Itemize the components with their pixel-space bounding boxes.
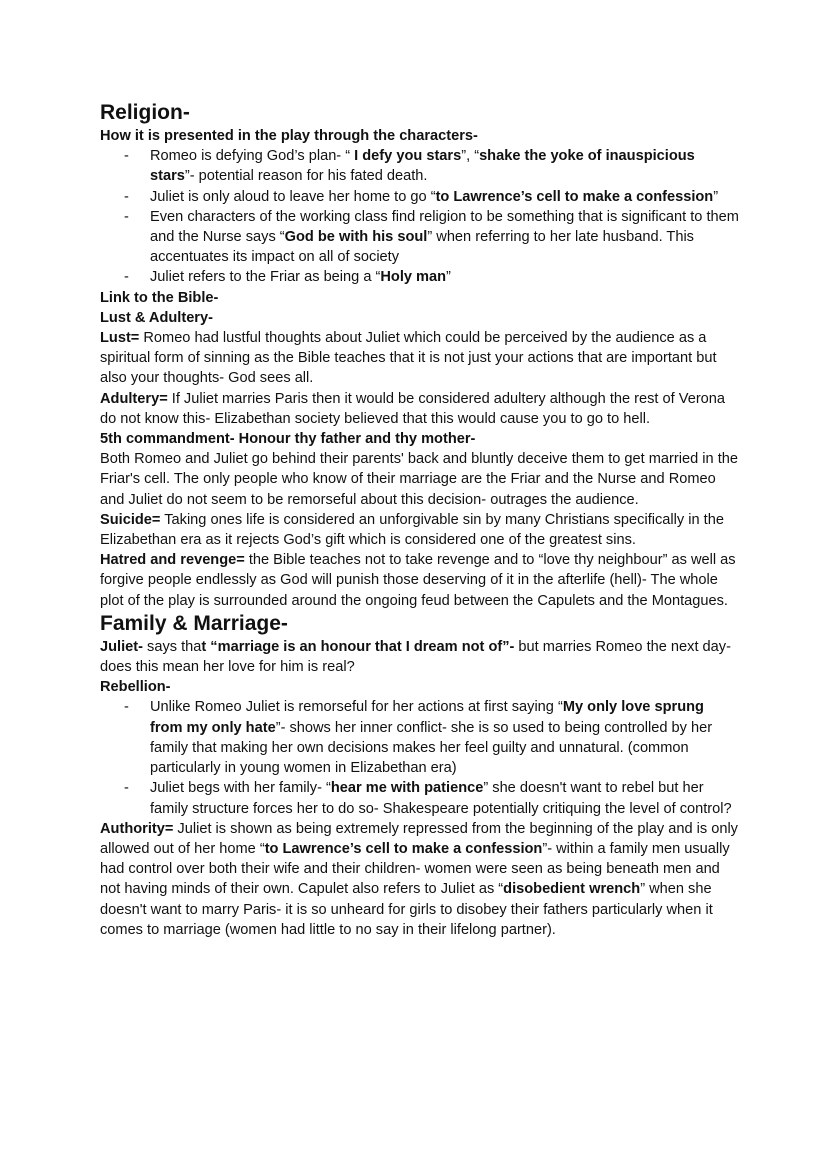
list-item-text xyxy=(150,780,732,816)
juliet-paragraph xyxy=(100,637,740,677)
characters-subheading: How it is presented in the play through the characters- xyxy=(100,128,478,144)
bold-run: to Lawrence’s cell to make a confession xyxy=(264,840,543,857)
text-run: Juliet is only aloud to leave her home to go “ xyxy=(150,188,436,205)
text-run: ” when she doesn't want to marry Paris- it is so unheard for girls to disobey their fathers particularly when it comes to marriage (women had little to no say in their lifelong partner). xyxy=(100,881,713,938)
bold-run: I defy you stars xyxy=(354,148,462,165)
lust-adultery-heading: Lust & Adultery- xyxy=(100,309,213,326)
authority-paragraph xyxy=(100,819,740,940)
text-run: Juliet is shown as being extremely repressed from the beginning of the play and is only allowed out of her home “ xyxy=(100,820,738,857)
adultery-text: If Juliet marries Paris then it would be considered adultery although the rest of Verona do not know this- Elizabethan society believed that this would cause you to go to hell. xyxy=(100,390,726,427)
hatred-label: Hatred and revenge= xyxy=(100,552,245,569)
list-item xyxy=(100,207,740,268)
text-run: Juliet refers to the Friar as being a “ xyxy=(150,269,381,286)
bold-run: to Lawrence’s cell to make a confession xyxy=(435,188,714,205)
dash-bullet: - xyxy=(124,780,129,797)
bold-run: Authority= xyxy=(100,820,174,837)
list-item xyxy=(100,146,740,186)
rebellion-heading: Rebellion- xyxy=(100,679,171,696)
text-run: ”- shows her inner conflict- she is so used to being controlled by her family that making her own decisions makes her feel guilty and unnatural. (common particularly in young women in Elizabethan era) xyxy=(150,719,713,777)
text-run: Juliet begs with her family- “ xyxy=(150,780,331,797)
lust-label: Lust= xyxy=(100,330,140,347)
text-run: Unlike Romeo Juliet is remorseful for her actions at first saying “ xyxy=(150,699,563,716)
bold-run: shake the yoke of inauspicious stars xyxy=(150,148,695,185)
text-run: ” xyxy=(446,269,451,286)
dash-bullet: - xyxy=(124,188,129,205)
text-run: says tha xyxy=(142,638,202,655)
text-run: Romeo is defying God’s plan- “ xyxy=(150,148,355,165)
list-item xyxy=(100,187,740,207)
list-item xyxy=(100,267,740,287)
text-run: ” she doesn't want to rebel but her family structure forces her to do so- Shakespeare potentially critiquing the level of control? xyxy=(150,780,732,817)
bold-run: disobedient wrench xyxy=(503,881,641,898)
text-run: ”- within a family men usually had control over both their wife and their children- women were seen as being beneath men and not having minds of their own. Capulet also refers to Juliet as “ xyxy=(100,840,730,898)
bible-link-heading: Link to the Bible- xyxy=(100,289,219,306)
list-item-text xyxy=(150,269,451,285)
text-run: ” xyxy=(713,188,719,205)
adultery-label: Adultery= xyxy=(100,390,168,407)
bold-run: My only love sprung from my only hate xyxy=(150,699,704,736)
dash-bullet: - xyxy=(124,269,129,286)
lust-paragraph xyxy=(100,328,740,389)
religion-heading: Religion- xyxy=(100,101,190,124)
text-run: ”- potential reason for his fated death. xyxy=(184,168,428,185)
bold-run: hear me with patience xyxy=(330,780,484,797)
commandment-paragraph: Both Romeo and Juliet go behind their parents' back and bluntly deceive them to get married in the Friar's cell. The only people who know of their marriage are the Friar and the Nurse and Romeo and Juliet do not seem to be remorseful about this decision- outrages the audience. xyxy=(100,451,738,508)
commandment-heading: 5th commandment- Honour thy father and thy mother- xyxy=(100,431,476,448)
suicide-label: Suicide= xyxy=(100,511,161,528)
hatred-text: the Bible teaches not to take revenge and to “love thy neighbour” as well as forgive people endlessly as God will punish those deserving of it in the afterlife (hell)- The whole plot of the play is surrounded around the ongoing feud between the Capulets and the Montagues. xyxy=(100,552,736,609)
list-item-text xyxy=(150,699,712,776)
dash-bullet: - xyxy=(124,699,129,716)
religion-bullet-list xyxy=(100,146,740,287)
document-page xyxy=(100,100,740,940)
hatred-paragraph xyxy=(100,550,740,611)
juliet-paragraph-text xyxy=(100,639,731,675)
bold-run: God be with his soul xyxy=(284,229,428,246)
text-run: Even characters of the working class find religion to be something that is significant to them and the Nurse says “ xyxy=(150,208,739,246)
rebellion-bullet-list xyxy=(100,697,740,818)
adultery-paragraph xyxy=(100,389,740,429)
bold-run: Juliet- xyxy=(100,638,143,655)
list-item xyxy=(100,697,740,778)
text-run: but marries Romeo the next day- does this mean her love for him is real? xyxy=(100,638,731,676)
text-run: ” when referring to her late husband. This accentuates its impact on all of society xyxy=(150,229,694,266)
list-item-text xyxy=(150,209,739,265)
bold-run: t “marriage is an honour that I dream not of”- xyxy=(201,638,515,655)
religion-section xyxy=(100,100,740,611)
dash-bullet: - xyxy=(124,148,129,165)
lust-text: Romeo had lustful thoughts about Juliet which could be perceived by the audience as a spiritual form of sinning as the Bible teaches that it is not just your actions that are important but also your thoughts- God sees all. xyxy=(100,330,717,387)
authority-paragraph-text xyxy=(100,821,738,938)
family-section xyxy=(100,611,740,940)
list-item-text xyxy=(150,189,718,205)
dash-bullet: - xyxy=(124,208,129,225)
bold-run: Holy man xyxy=(380,269,447,286)
list-item-text xyxy=(150,148,695,184)
suicide-text: Taking ones life is considered an unforgivable sin by many Christians specifically in the Elizabethan era as it rejects God’s gift which is considered one of the greatest sins. xyxy=(100,511,724,549)
list-item xyxy=(100,778,740,818)
suicide-paragraph xyxy=(100,510,740,550)
text-run: ”, “ xyxy=(461,148,480,165)
family-heading: Family & Marriage- xyxy=(100,611,288,635)
